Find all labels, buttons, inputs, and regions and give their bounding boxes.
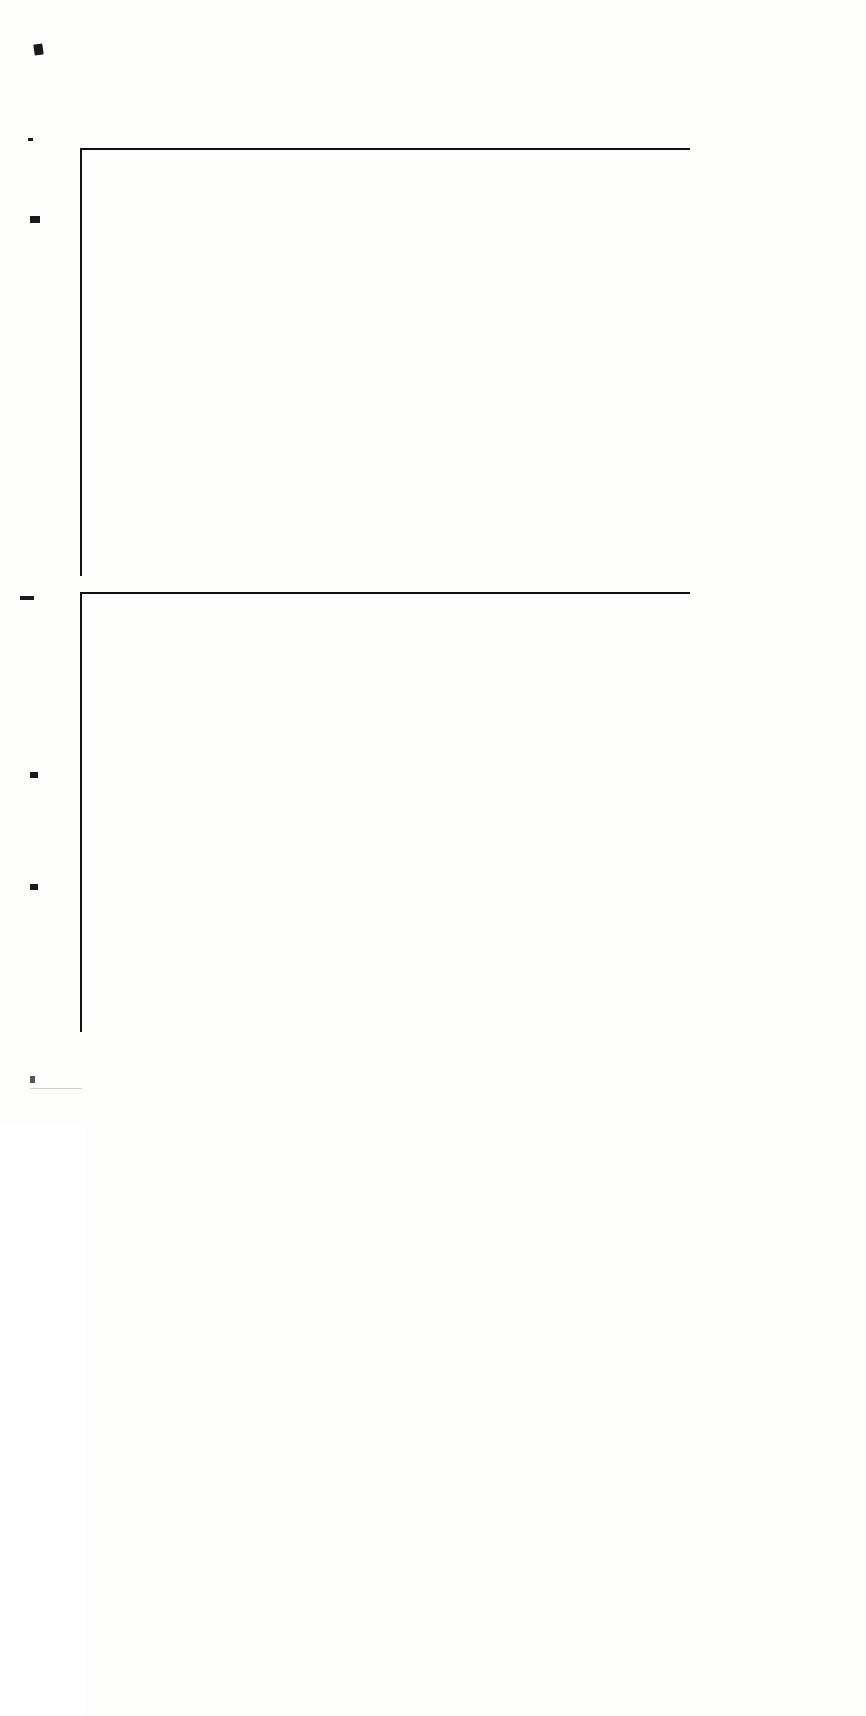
entry-page-number <box>82 490 117 574</box>
catalog-entry-column <box>82 150 117 574</box>
catalog-table-upper <box>80 148 690 576</box>
scan-artifact <box>30 884 38 890</box>
scan-artifact <box>20 596 34 600</box>
scan-artifact <box>33 43 43 55</box>
scan-artifact <box>30 216 40 223</box>
catalog-entry-column <box>82 594 117 1030</box>
entry-page-cell <box>82 946 117 1030</box>
scan-artifact <box>28 138 33 141</box>
entry-page-number <box>82 946 117 1030</box>
entry-page-cell <box>82 490 117 574</box>
scan-artifact <box>30 1076 35 1083</box>
scan-artifact <box>30 772 38 778</box>
catalog-table-lower <box>80 592 690 1032</box>
